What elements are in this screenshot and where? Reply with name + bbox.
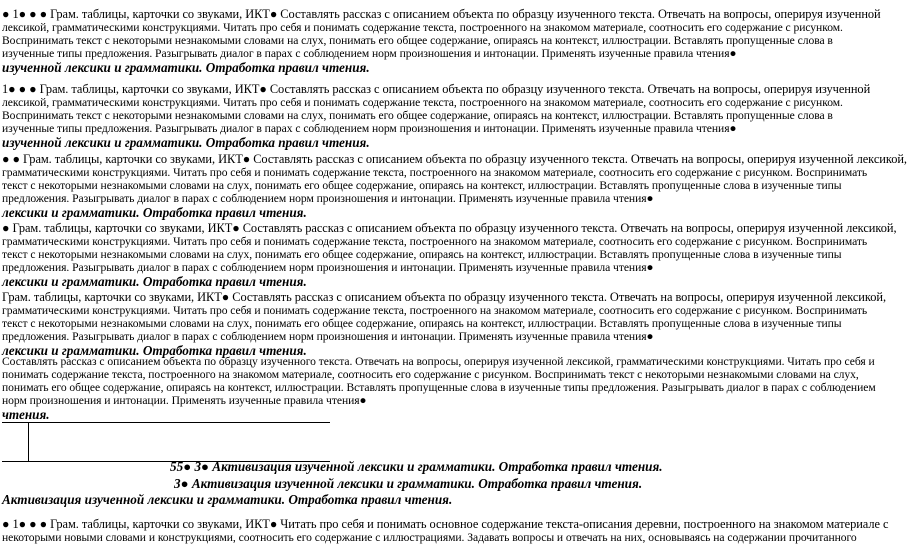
table-rule-vertical [28,422,29,462]
text-block-1 [2,8,881,76]
text-line: предложения. Разыгрывать диалог в парах с соблюдением норм произношения и интонации. Применять изученные правила чтения● [2,261,654,274]
block-heading: лексики и грамматики. Отработка правил чтения. [2,274,307,289]
activation-line-2: 3● Активизация изученной лексики и грамматики. Отработка правил чтения. [174,476,643,491]
text-line: 1● ● ● Грам. таблицы, карточки со звуками, ИКТ● Составлять рассказ с описанием объекта по образцу изученного текста. Отвечать на вопросы, оперируя изученной [2,82,871,96]
activation-line-3: Активизация изученной лексики и грамматики. Отработка правил чтения. [2,492,453,507]
text-line: ● 1● ● ● Грам. таблицы, карточки со звуками, ИКТ● Составлять рассказ с описанием объекта по образцу изученного текста. Отвечать на вопросы, оперируя изученной [2,7,881,21]
text-line: предложения. Разыгрывать диалог в парах с соблюдением норм произношения и интонации. Применять изученные правила чтения● [2,192,654,205]
text-block-5 [2,291,886,359]
text-line: Составлять рассказ с описанием объекта по образцу изученного текста. Отвечать на вопросы, оперируя изученной лексикой, грамматическими конструкциями. Читать про себя и [2,355,875,368]
text-line: некоторыми новыми словами и конструкциями, соотносить его содержание с иллюстрациями. Задавать вопросы и отвечать на них, основываясь на содержании прочитанного [2,531,857,544]
text-block-6 [2,355,876,423]
text-line: изученные типы предложения. Разыгрывать диалог в парах с соблюдением норм произношения и интонации. Применять изученные правила чтения● [2,122,737,135]
block-heading: лексики и грамматики. Отработка правил чтения. [2,205,307,220]
text-block-2 [2,83,870,151]
text-line: лексикой, грамматическими конструкциями. Читать про себя и понимать содержание текста, построенного на знакомом материале, соотносить его содержание с рисунком. [2,21,843,34]
text-line: понимать его общее содержание, опираясь на контекст, иллюстрации. Вставлять пропущенные слова в изученные типы предложения. Разыгрывать диалог в парах с соблюдением [2,381,876,394]
text-line: Грам. таблицы, карточки со звуками, ИКТ● Составлять рассказ с описанием объекта по образцу изученного текста. Отвечать на вопросы, оперируя изученной лексикой, [2,290,887,304]
text-line: предложения. Разыгрывать диалог в парах с соблюдением норм произношения и интонации. Применять изученные правила чтения● [2,330,654,343]
text-block-7 [2,518,888,544]
text-line: понимать содержание текста, построенного на знакомом материале, соотносить его содержание с рисунком. Воспринимать текст с некоторыми незнакомыми словами на слух, [2,368,859,381]
text-line: грамматическими конструкциями. Читать про себя и понимать содержание текста, построенного на знакомом материале, соотносить его содержание с рисунком. Воспринимать [2,304,868,317]
text-line: текст с некоторыми незнакомыми словами на слух, понимать его общее содержание, опираясь на контекст, иллюстрации. Вставлять пропущенные слова в изученные типы [2,179,842,192]
block-heading: изученной лексики и грамматики. Отработка правил чтения. [2,135,370,150]
text-block-3 [2,153,907,221]
text-line: грамматическими конструкциями. Читать про себя и понимать содержание текста, построенного на знакомом материале, соотносить его содержание с рисунком. Воспринимать [2,166,868,179]
text-line: грамматическими конструкциями. Читать про себя и понимать содержание текста, построенного на знакомом материале, соотносить его содержание с рисунком. Воспринимать [2,235,868,248]
text-line: текст с некоторыми незнакомыми словами на слух, понимать его общее содержание, опираясь на контекст, иллюстрации. Вставлять пропущенные слова в изученные типы [2,248,842,261]
activation-line-1: 55● 3● Активизация изученной лексики и грамматики. Отработка правил чтения. [170,459,663,474]
text-line: Воспринимать текст с некоторыми незнакомыми словами на слух, понимать его общее содержание, опираясь на контекст, иллюстрации. Вставлять пропущенные слова в [2,109,833,122]
text-line: ● Грам. таблицы, карточки со звуками, ИКТ● Составлять рассказ с описанием объекта по образцу изученного текста. Отвечать на вопросы, оперируя изученной лексикой, [2,221,897,235]
text-line: Воспринимать текст с некоторыми незнакомыми словами на слух, понимать его общее содержание, опираясь на контекст, иллюстрации. Вставлять пропущенные слова в [2,34,833,47]
block-heading: изученной лексики и грамматики. Отработка правил чтения. [2,60,370,75]
text-line: текст с некоторыми незнакомыми словами на слух, понимать его общее содержание, опираясь на контекст, иллюстрации. Вставлять пропущенные слова в изученные типы [2,317,842,330]
text-line: ● 1● ● ● Грам. таблицы, карточки со звуками, ИКТ● Читать про себя и понимать основное содержание текста-описания деревни, построенного на знакомом материале с [2,517,889,531]
text-line: ● ● Грам. таблицы, карточки со звуками, ИКТ● Составлять рассказ с описанием объекта по образцу изученного текста. Отвечать на вопросы, оперируя изученной лексикой, [2,152,907,166]
block-heading: чтения. [2,407,50,422]
text-line: лексикой, грамматическими конструкциями. Читать про себя и понимать содержание текста, построенного на знакомом материале, соотносить его содержание с рисунком. [2,96,843,109]
block-heading: лексики и грамматики. Отработка правил чтения. [2,343,307,358]
text-block-4 [2,222,897,290]
text-line: норм произношения и интонации. Применять изученные правила чтения● [2,394,367,407]
text-line: изученные типы предложения. Разыгрывать диалог в парах с соблюдением норм произношения и интонации. Применять изученные правила чтения● [2,47,737,60]
table-rule-top [2,422,330,423]
